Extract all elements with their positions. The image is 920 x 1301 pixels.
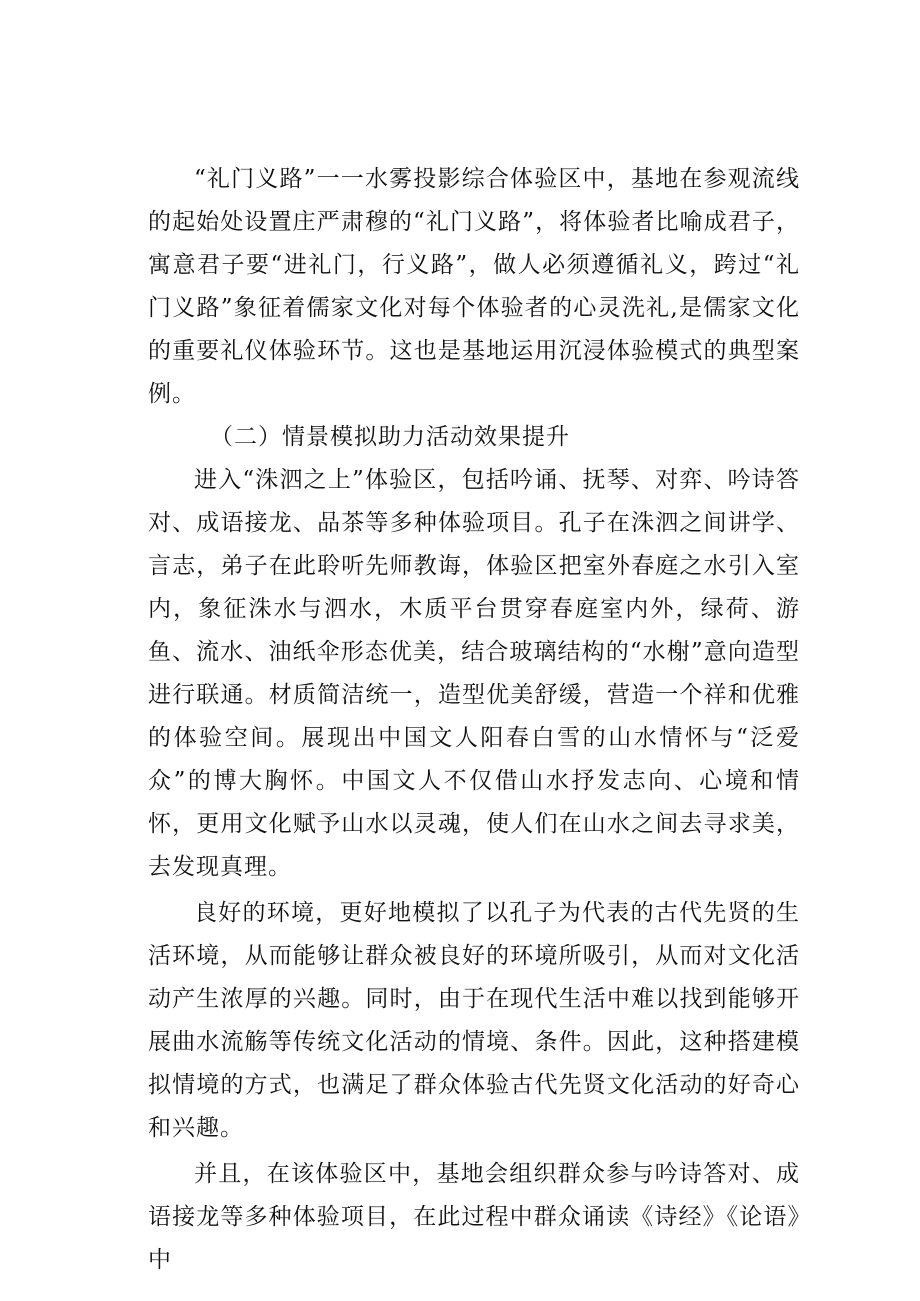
document-body	[148, 158, 800, 1282]
paragraph-liemen-yilu: “礼门义路”一一水雾投影综合体验区中，基地在参观流线的起始处设置庄严肃穆的“礼门义路”，将体验者比喻成君子，寓意君子要“进礼门，行义路”，做人必须遵循礼义，跨过“礼门义路”象征着儒家文化对每个体验者的心灵洗礼,是儒家文化的重要礼仪体验环节。这也是基地运用沉浸体验模式的典型案例。	[148, 166, 800, 407]
section-subheading: （二）情景模拟助力活动效果提升	[210, 424, 570, 450]
paragraph-activities: 并且，在该体验区中，基地会组织群众参与吟诗答对、成语接龙等多种体验项目，在此过程中群众诵读《诗经》《论语》中	[148, 1161, 800, 1273]
paragraph-zhusi-experience: 进入“洙泗之上”体验区，包括吟诵、抚琴、对弈、吟诗答对、成语接龙、品茶等多种体验项目。孔子在洙泗之间讲学、言志，弟子在此聆听先师教诲，体验区把室外春庭之水引入室内，象征洙水与泗水，木质平台贯穿春庭室内外，绿荷、游鱼、流水、油纸伞形态优美，结合玻璃结构的“水榭”意向造型进行联通。材质简洁统一，造型优美舒缓，营造一个祥和优雅的体验空间。展现出中国文人阳春白雪的山水情怀与“泛爱众”的博大胸怀。中国文人不仅借山水抒发志向、心境和情怀，更用文化赋予山水以灵魂，使人们在山水之间去寻求美，去发现真理。	[148, 467, 800, 880]
paragraph-environment: 良好的环境，更好地模拟了以孔子为代表的古代先贤的生活环境，从而能够让群众被良好的环境所吸引，从而对文化活动产生浓厚的兴趣。同时，由于在现代生活中难以找到能够开展曲水流觞等传统文化活动的情境、条件。因此，这种搭建模拟情境的方式，也满足了群众体验古代先贤文化活动的好奇心和兴趣。	[148, 900, 800, 1141]
